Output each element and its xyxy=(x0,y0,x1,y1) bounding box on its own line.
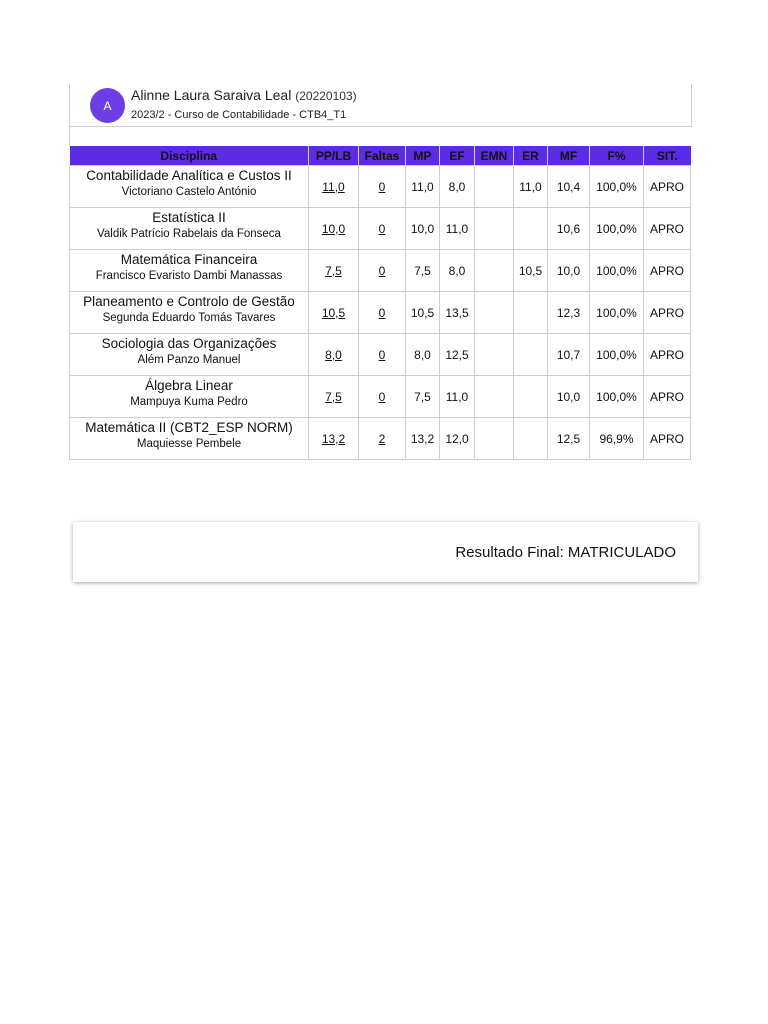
discipline-teacher: Valdik Patrício Rabelais da Fonseca xyxy=(97,228,281,240)
header-emn: EMN xyxy=(475,146,514,166)
cell-sit: APRO xyxy=(644,250,691,292)
student-id: (20220103) xyxy=(295,89,357,103)
avatar: A xyxy=(90,88,125,123)
cell-disciplina xyxy=(70,334,309,376)
cell-mf: 10,0 xyxy=(548,376,590,418)
cell-fp: 100,0% xyxy=(590,334,644,376)
cell-pplb xyxy=(309,166,359,208)
cell-mf: 10,6 xyxy=(548,208,590,250)
table-body xyxy=(70,166,691,460)
cell-emn xyxy=(475,334,514,376)
cell-sit: APRO xyxy=(644,166,691,208)
discipline-name: Álgebra Linear xyxy=(145,378,233,393)
cell-disciplina xyxy=(70,292,309,334)
faltas-link[interactable]: 0 xyxy=(378,347,386,362)
table-header-row xyxy=(70,146,691,166)
table-row xyxy=(70,292,691,334)
discipline-teacher: Francisco Evaristo Dambi Manassas xyxy=(95,270,283,282)
cell-er xyxy=(514,334,548,376)
cell-mp: 11,0 xyxy=(406,166,440,208)
cell-emn xyxy=(475,376,514,418)
cell-er xyxy=(514,208,548,250)
pplb-link[interactable]: 11,0 xyxy=(322,179,345,194)
pplb-link[interactable]: 8,0 xyxy=(325,347,342,362)
cell-er: 11,0 xyxy=(514,166,548,208)
table-row xyxy=(70,166,691,208)
cell-pplb xyxy=(309,334,359,376)
cell-ef: 11,0 xyxy=(440,376,475,418)
pplb-link[interactable]: 7,5 xyxy=(325,263,342,278)
cell-mp: 7,5 xyxy=(406,376,440,418)
cell-pplb xyxy=(309,292,359,334)
cell-emn xyxy=(475,250,514,292)
header-disciplina: Disciplina xyxy=(70,146,309,166)
student-course: 2023/2 - Curso de Contabilidade - CTB4_T1 xyxy=(131,109,347,121)
pplb-link[interactable]: 13,2 xyxy=(321,431,346,446)
discipline-teacher: Maquiesse Pembele xyxy=(136,438,242,450)
cell-emn xyxy=(475,418,514,460)
cell-emn xyxy=(475,208,514,250)
discipline-name: Planeamento e Controlo de Gestão xyxy=(83,294,295,309)
cell-fp: 100,0% xyxy=(590,208,644,250)
cell-er xyxy=(514,376,548,418)
cell-faltas xyxy=(359,418,406,460)
cell-mf: 12,5 xyxy=(548,418,590,460)
student-name-text: Alinne Laura Saraiva Leal xyxy=(131,87,292,103)
cell-faltas xyxy=(359,292,406,334)
cell-er: 10,5 xyxy=(514,250,548,292)
cell-fp: 100,0% xyxy=(590,376,644,418)
discipline-name: Contabilidade Analítica e Custos II xyxy=(86,168,292,183)
cell-pplb xyxy=(309,418,359,460)
pplb-link[interactable]: 10,0 xyxy=(321,221,346,236)
table-row xyxy=(70,418,691,460)
student-name xyxy=(131,87,357,103)
cell-mf: 10,4 xyxy=(548,166,590,208)
faltas-link[interactable]: 0 xyxy=(378,263,386,278)
cell-ef: 8,0 xyxy=(440,166,475,208)
faltas-link[interactable]: 0 xyxy=(378,179,386,194)
cell-mf: 12,3 xyxy=(548,292,590,334)
cell-mp: 7,5 xyxy=(406,250,440,292)
cell-er xyxy=(514,418,548,460)
cell-faltas xyxy=(359,250,406,292)
discipline-name: Matemática Financeira xyxy=(120,252,258,267)
cell-mp: 8,0 xyxy=(406,334,440,376)
header-mp: MP xyxy=(406,146,440,166)
header-ef: EF xyxy=(440,146,475,166)
cell-faltas xyxy=(359,376,406,418)
final-result: Resultado Final: MATRICULADO xyxy=(455,544,676,561)
discipline-teacher: Segunda Eduardo Tomás Tavares xyxy=(102,312,276,324)
cell-mp: 10,5 xyxy=(406,292,440,334)
pplb-link[interactable]: 10,5 xyxy=(321,305,346,320)
cell-sit: APRO xyxy=(644,376,691,418)
table-row xyxy=(70,208,691,250)
discipline-teacher: Mampuya Kuma Pedro xyxy=(130,396,248,408)
cell-emn xyxy=(475,292,514,334)
cell-pplb xyxy=(309,250,359,292)
cell-pplb xyxy=(309,376,359,418)
result-panel xyxy=(73,522,698,582)
cell-emn xyxy=(475,166,514,208)
cell-sit: APRO xyxy=(644,208,691,250)
cell-faltas xyxy=(359,208,406,250)
cell-fp: 96,9% xyxy=(590,418,644,460)
table-row xyxy=(70,250,691,292)
header-sit: SIT. xyxy=(644,146,691,166)
header-er: ER xyxy=(514,146,548,166)
cell-disciplina xyxy=(70,250,309,292)
cell-disciplina xyxy=(70,166,309,208)
cell-mp: 13,2 xyxy=(406,418,440,460)
cell-mp: 10,0 xyxy=(406,208,440,250)
discipline-name: Estatística II xyxy=(152,210,226,225)
cell-faltas xyxy=(359,166,406,208)
discipline-teacher: Além Panzo Manuel xyxy=(137,354,241,366)
faltas-link[interactable]: 0 xyxy=(378,305,386,320)
divider xyxy=(69,126,70,146)
cell-sit: APRO xyxy=(644,292,691,334)
student-card xyxy=(69,84,692,127)
cell-ef: 12,0 xyxy=(440,418,475,460)
cell-sit: APRO xyxy=(644,334,691,376)
cell-fp: 100,0% xyxy=(590,292,644,334)
cell-disciplina xyxy=(70,208,309,250)
cell-er xyxy=(514,292,548,334)
cell-fp: 100,0% xyxy=(590,250,644,292)
cell-ef: 11,0 xyxy=(440,208,475,250)
faltas-link[interactable]: 0 xyxy=(378,389,386,404)
faltas-link[interactable]: 0 xyxy=(378,221,386,236)
cell-sit: APRO xyxy=(644,418,691,460)
cell-fp: 100,0% xyxy=(590,166,644,208)
table-row xyxy=(70,334,691,376)
faltas-link[interactable]: 2 xyxy=(378,431,386,446)
header-faltas: Faltas xyxy=(359,146,406,166)
cell-ef: 8,0 xyxy=(440,250,475,292)
cell-disciplina xyxy=(70,418,309,460)
cell-mf: 10,0 xyxy=(548,250,590,292)
cell-ef: 12,5 xyxy=(440,334,475,376)
discipline-name: Sociologia das Organizações xyxy=(101,336,277,351)
discipline-name: Matemática II (CBT2_ESP NORM) xyxy=(85,420,293,435)
pplb-link[interactable]: 7,5 xyxy=(325,389,342,404)
cell-pplb xyxy=(309,208,359,250)
grades-table xyxy=(69,146,691,460)
cell-faltas xyxy=(359,334,406,376)
cell-disciplina xyxy=(70,376,309,418)
cell-ef: 13,5 xyxy=(440,292,475,334)
discipline-teacher: Victoriano Castelo António xyxy=(121,186,257,198)
header-fp: F% xyxy=(590,146,644,166)
table-row xyxy=(70,376,691,418)
header-pplb: PP/LB xyxy=(309,146,359,166)
cell-mf: 10,7 xyxy=(548,334,590,376)
header-mf: MF xyxy=(548,146,590,166)
